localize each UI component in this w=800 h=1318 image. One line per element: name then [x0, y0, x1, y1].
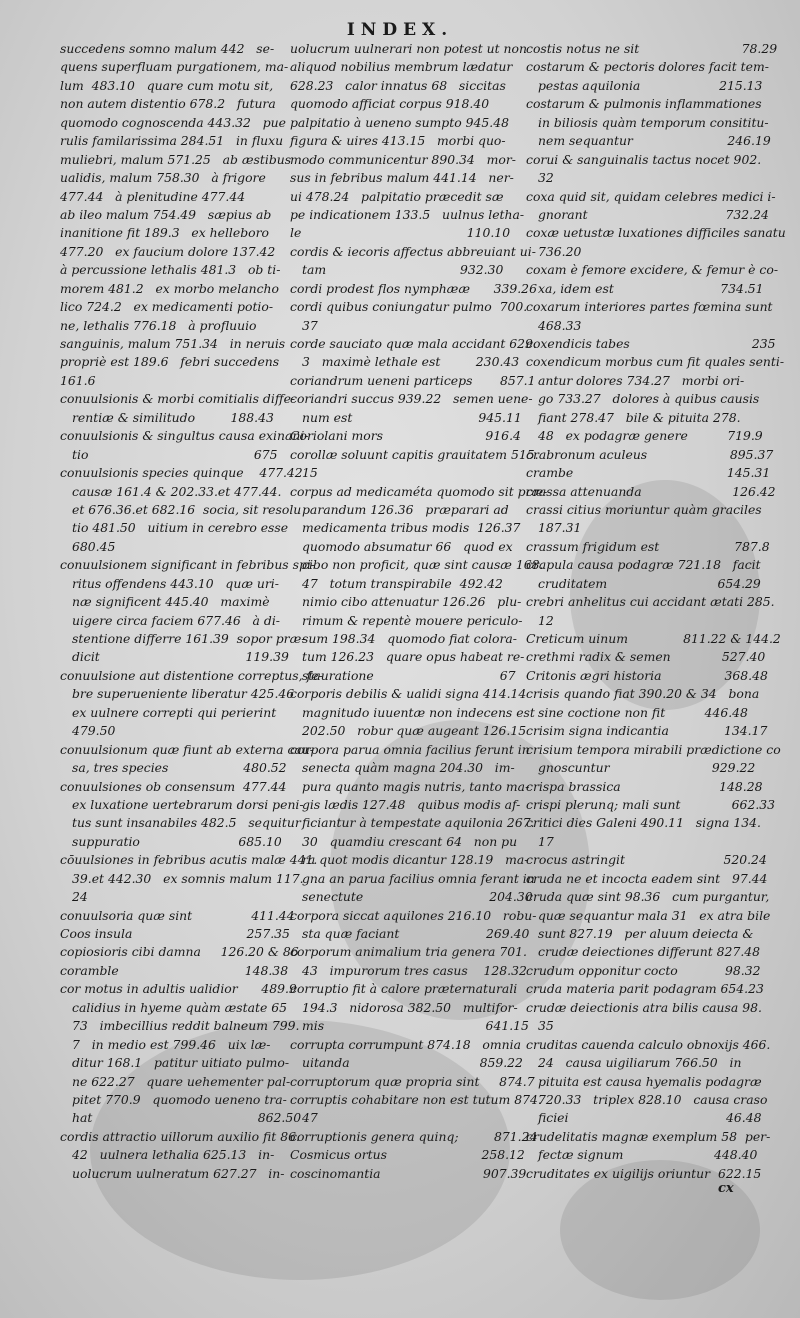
index-line: coxam è femore excidere, & femur è co- — [526, 262, 779, 278]
index-line: corruptis cohabitare non est tutum 874. — [290, 1091, 542, 1107]
index-line: quomodo cognoscenda 443.32 pue — [60, 114, 286, 130]
index-line: cordis & iecoris affectus abbreuiant ui- — [290, 243, 536, 259]
index-line: pestas aquilonia 215.13 — [538, 77, 763, 93]
index-line: sus in febribus malum 441.14 ner- — [290, 170, 514, 186]
index-line: crudæ deiectionis atra bilis causa 98. — [526, 999, 762, 1015]
index-line: sine coctione non fit 446.48 — [538, 704, 748, 720]
index-line: nem sequantur 246.19 — [538, 133, 771, 149]
index-line: sa, tres species 480.52 — [72, 760, 287, 776]
index-line: crebri anhelitus cui accidant ætati 285. — [526, 594, 775, 610]
index-line: nimio cibo attenuatur 126.26 plu- — [302, 594, 522, 610]
index-line: 37 — [302, 317, 318, 333]
catchword: cx — [718, 1181, 734, 1196]
index-line: crambe 145.31 — [526, 465, 771, 481]
index-line: gnoscuntur 929.22 — [538, 760, 756, 776]
index-line: 477.44 à plenitudine 477.44 — [60, 188, 246, 204]
index-line: corruptionis genera quinq; 871.24 — [290, 1128, 538, 1144]
index-line: 202.50 robur quæ augeant 126.15 — [302, 723, 527, 739]
index-line: ficiei 46.48 — [538, 1110, 762, 1126]
index-line: cōuulsiones in febribus acutis malæ 441. — [60, 852, 318, 868]
index-line: Coos insula 257.35 — [60, 926, 290, 941]
index-line: quens superfluam purgationem, ma- — [60, 59, 289, 75]
index-line: crapula causa podagræ 721.18 facit — [526, 557, 761, 573]
index-line: 32 — [538, 170, 554, 186]
index-line: 17 — [538, 833, 554, 849]
index-line: crassi citius moriuntur quàm graciles — [526, 501, 762, 517]
index-line: 628.23 calor innatus 68 siccitas — [290, 77, 506, 93]
index-line: senectute 204.30 — [302, 889, 533, 905]
index-line: succedens somno malum 442 se- — [60, 41, 275, 56]
index-line: crethmi radix & semen 527.40 — [526, 649, 766, 665]
index-line: cordi quibus coniungatur pulmo 700. — [290, 299, 528, 315]
index-line: tio 675 — [72, 446, 278, 462]
index-line: causæ 161.4 & 202.33.et 477.44. — [72, 483, 282, 499]
index-line: coxarum interiores partes fœmina sunt — [526, 299, 773, 315]
index-line: non autem distentio 678.2 futura — [60, 96, 276, 112]
index-line: conuulsionis & singultus causa exinani- — [60, 428, 309, 444]
index-line: ditur 168.1 patitur uitiato pulmo- — [72, 1055, 290, 1071]
index-line: ex uulnere correpti qui perierint — [72, 704, 277, 720]
index-line: figura & uires 413.15 morbi quo- — [290, 133, 506, 149]
index-line: ualidis, malum 758.30 à frigore — [60, 170, 266, 186]
index-line: lico 724.2 ex medicamenti potio- — [60, 299, 274, 315]
index-line: suppuratio 685.10 — [72, 833, 282, 849]
index-line: næ significent 445.40 maximè — [72, 594, 270, 610]
index-line: inanitione fit 189.3 ex helleboro — [60, 225, 270, 241]
index-line: cruda quæ sint 98.36 cum purgantur, — [526, 889, 770, 905]
index-line: calidius in hyeme quàm æstate 65 — [72, 999, 288, 1015]
index-line: palpitatio à ueneno sumpto 945.48 — [290, 114, 509, 130]
index-line: crisis quando fiat 390.20 & 34 bona — [526, 686, 760, 702]
index-line: pe indicationem 133.5 uulnus letha- — [290, 206, 525, 222]
index-line: morem 481.2 ex morbo melancho — [60, 280, 279, 296]
index-line: coxendicum morbus cum fit quales senti- — [526, 354, 785, 370]
index-line: critici dies Galeni 490.11 signa 134. — [526, 815, 761, 831]
index-line: cor motus in adultis ualidior 489.9 — [60, 981, 297, 997]
index-line: corruptio fit à calore præternaturali — [290, 981, 518, 997]
index-line: costarum & pectoris dolores facit tem- — [526, 59, 769, 75]
index-line: sum 198.34 quomodo fiat colora- — [302, 631, 517, 646]
index-line: gis lædis 127.48 quibus modis af- — [302, 796, 521, 812]
index-line: crudæ deiectiones differunt 827.48 — [538, 944, 761, 960]
index-line: uitanda 859.22 — [302, 1055, 523, 1071]
index-line: mis 641.15 — [302, 1018, 529, 1034]
index-line: 7 in medio est 799.46 uix læ- — [72, 1036, 271, 1052]
index-line: in biliosis quàm temporum consititu- — [538, 114, 769, 130]
index-line: costarum & pulmonis inflammationes — [526, 96, 762, 112]
index-line: aliquod nobilius membrum lædatur — [290, 59, 513, 75]
index-line: ab ileo malum 754.49 sæpius ab — [60, 206, 272, 222]
index-line: Coriolani mors 916.4 — [290, 428, 521, 444]
index-line: conuulsionum quæ fiunt ab externa cau- — [60, 741, 314, 757]
index-line: 24 — [72, 889, 88, 905]
index-line: crisim signa indicantia 134.17 — [526, 723, 768, 739]
index-line: tio 481.50 uitium in cerebro esse — [72, 520, 289, 536]
index-line: 468.33 — [538, 317, 582, 333]
index-line: corruptorum quæ propria sint 874.7 — [290, 1073, 535, 1089]
index-line: crisium tempora mirabili prædictione co — [526, 741, 781, 757]
index-line: uolucrum uulneratum 627.27 in- — [72, 1165, 285, 1181]
index-line: stauratione 67 — [302, 667, 516, 683]
index-line: coramble 148.38 — [60, 962, 289, 978]
index-line: rentiæ & similitudo 188.43 — [72, 409, 274, 425]
index-line: ficiantur à tempestate aquilonia 267. — [302, 815, 535, 831]
index-line: 35 — [538, 1018, 554, 1034]
index-line: coxa quid sit, quidam celebres medici i- — [526, 188, 776, 204]
index-line: lum 483.10 quare cum motu sit, — [60, 77, 274, 93]
index-line: tum 126.23 quare opus habeat re- — [302, 649, 525, 665]
index-line: 680.45 — [72, 538, 116, 554]
index-line: gnorant 732.24 — [538, 206, 769, 222]
index-line: copiosioris cibi damna 126.20 & 86 — [60, 944, 299, 960]
index-line: quomodo afficiat corpus 918.40 — [290, 96, 490, 112]
index-line: stentione differre 161.39 sopor præ- — [72, 631, 306, 646]
index-line: 39.et 442.30 ex somnis malum 117. — [72, 870, 304, 886]
index-line: crudum opponitur cocto 98.32 — [526, 962, 761, 978]
index-line: le 110.10 — [290, 225, 511, 241]
index-line: medicamenta tribus modis 126.37 — [302, 520, 521, 536]
index-line: à percussione lethalis 481.3 ob ti- — [60, 262, 281, 278]
index-line: conuulsiones ob consensum 477.44 — [60, 778, 287, 794]
index-line: conuulsione aut distentione correptus, fe- — [60, 667, 323, 683]
index-column-right — [526, 40, 786, 1183]
index-line: cibo non proficit, quæ sint causæ 168. — [302, 557, 544, 573]
index-line: 15 — [302, 465, 318, 481]
index-line: rulis familarissima 284.51 in fluxu — [60, 133, 284, 149]
index-line: 3 maximè lethale est 230.43 — [302, 354, 520, 370]
index-line: crabronum aculeus 895.37 — [526, 446, 774, 462]
index-line: crocus astringit 520.24 — [526, 852, 767, 868]
index-line: antur dolores 734.27 morbi ori- — [538, 372, 745, 388]
index-line: corui & sanguinalis tactus nocet 902. — [526, 151, 762, 167]
index-line: Critonis ægri historia 368.48 — [526, 667, 768, 683]
index-line: gna an parua facilius omnia ferant in — [302, 870, 535, 886]
index-line: uolucrum uulnerari non potest ut non — [290, 41, 527, 56]
index-line: tam 932.30 — [302, 262, 504, 278]
index-line: propriè est 189.6 febri succedens — [60, 354, 280, 370]
index-line: 736.20 — [538, 243, 582, 259]
index-line: corporis debilis & ualidi signa 414.14 — [290, 686, 527, 702]
index-line: cruditatem 654.29 — [538, 575, 761, 591]
index-line: 187.31 — [538, 520, 582, 536]
index-line: coxendicis tabes 235 — [526, 336, 776, 351]
index-line: Creticum uinum 811.22 & 144.2 — [526, 631, 781, 646]
index-line: coscinomantia 907.39 — [290, 1165, 527, 1181]
index-line: conuulsionis & morbi comitialis diffe- — [60, 391, 296, 407]
index-line: sta quæ faciant 269.40 — [302, 926, 530, 941]
index-line: corpus ad medicaméta quomodo sit præ- — [290, 483, 548, 499]
index-line: 48 ex podagræ genere 719.9 — [538, 428, 763, 444]
index-line: crassa attenuanda 126.42 — [526, 483, 776, 499]
index-line: 479.50 — [72, 723, 116, 739]
index-line: cordis attractio uillorum auxilio fit 86. — [60, 1128, 300, 1144]
index-line: go 733.27 dolores à quibus causis — [538, 391, 760, 407]
index-line: corpora siccat aquilones 216.10 robu- — [290, 907, 537, 923]
index-line: dicit 119.39 — [72, 649, 289, 665]
index-line: 42 uulnera lethalia 625.13 in- — [72, 1147, 275, 1163]
index-line: fectæ signum 448.40 — [538, 1147, 758, 1163]
index-line: parandum 126.36 præparari ad — [302, 501, 509, 517]
index-line: corporum animalium tria genera 701. — [290, 944, 527, 960]
index-column-left — [60, 40, 323, 1183]
index-line: coxæ uetustæ luxationes difficiles sanatu — [526, 225, 786, 241]
index-line: corde sauciato quæ mala accidant 629. — [290, 336, 537, 351]
index-line: crispa brassica 148.28 — [526, 778, 763, 794]
index-line: pitet 770.9 quomodo ueneno tra- — [72, 1091, 287, 1107]
index-line: cruditas cauenda calculo obnoxijs 466. — [526, 1036, 771, 1052]
index-line: conuulsionem significant in febribus spi- — [60, 557, 316, 573]
index-line: ne, lethalis 776.18 à profluuio — [60, 317, 257, 333]
index-line: hat 862.50 — [72, 1110, 302, 1126]
index-line: crudelitatis magnæ exemplum 58 per- — [526, 1128, 771, 1144]
index-line: quæ sequantur mala 31 ex atra bile — [538, 907, 771, 923]
index-line: conuulsionis species quinque 477.42 — [60, 465, 303, 481]
index-line: cruda ne et incocta eadem sint 97.44 — [526, 870, 768, 886]
index-line: Cosmicus ortus 258.12 — [290, 1147, 525, 1163]
index-line: et 676.36.et 682.16 socia, sit resolu — [72, 501, 302, 517]
index-line: tus sunt insanabiles 482.5 sequitur — [72, 815, 301, 831]
index-line: ex luxatione uertebrarum dorsi peni- — [72, 796, 304, 812]
index-line: sunt 827.19 per aluum deiecta & — [538, 926, 754, 941]
index-line: 24 causa uigiliarum 766.50 in — [538, 1055, 742, 1071]
index-line: senecta quàm magna 204.30 im- — [302, 760, 515, 776]
index-line: ui 478.24 palpitatio præcedit sæ — [290, 188, 504, 204]
index-line: 161.6 — [60, 372, 96, 388]
index-line: crassum frigidum est 787.8 — [526, 538, 770, 554]
index-line: pituita est causa hyemalis podagræ — [538, 1073, 762, 1089]
index-line: costis notus ne sit 78.29 — [526, 41, 778, 56]
index-line: xa, idem est 734.51 — [538, 280, 764, 296]
index-line: num est 945.11 — [302, 409, 522, 425]
index-line: rimum & repentè mouere periculo- — [302, 612, 523, 628]
index-line: muliebri, malum 571.25 ab æstibus — [60, 151, 292, 167]
index-line: ritus offendens 443.10 quæ uri- — [72, 575, 279, 591]
index-line: uigere circa faciem 677.46 à di- — [72, 612, 280, 628]
index-line: bre superueniente liberatur 425.46 — [72, 686, 295, 702]
index-line: 12 — [538, 612, 554, 628]
index-line: cordi prodest flos nymphææ 339.26 — [290, 280, 537, 296]
index-line: conuulsoria quæ sint 411.44 — [60, 907, 295, 923]
index-line: cruda materia parit podagram 654.23 — [526, 981, 764, 997]
index-line: ne 622.27 quare uehementer pal- — [72, 1073, 291, 1089]
index-line: ra quot modis dicantur 128.19 ma- — [302, 852, 529, 868]
index-line: fiant 278.47 bile & pituita 278. — [538, 409, 741, 425]
index-line: corrupta corrumpunt 874.18 omnia — [290, 1036, 521, 1052]
index-line: pura quanto magis nutris, tanto ma- — [302, 778, 530, 794]
index-line: corpora parua omnia facilius ferunt in — [290, 741, 530, 757]
index-line: corollæ soluunt capitis grauitatem 515. — [290, 446, 539, 462]
index-line: magnitudo iuuentæ non indecens est — [302, 704, 535, 720]
page-header: INDEX. — [346, 20, 454, 40]
index-line: 43 impurorum tres casus 128.32 — [302, 962, 527, 978]
index-line: 73 imbecillius reddit balneum 799. — [72, 1018, 300, 1034]
index-line: crispi plerunq; mali sunt 662.33 — [526, 796, 776, 812]
index-line: sanguinis, malum 751.34 in neruis — [60, 336, 286, 351]
index-line: coriandri succus 939.22 semen uene- — [290, 391, 533, 407]
index-line: 30 quamdiu crescant 64 non pu — [302, 833, 518, 849]
index-line: 47 — [302, 1110, 318, 1126]
index-line: 477.20 ex faucium dolore 137.42 — [60, 243, 276, 259]
index-line: 194.3 nidorosa 382.50 multifor- — [302, 999, 518, 1015]
index-line: cruditates ex uigilijs oriuntur 622.15 — [526, 1165, 762, 1181]
index-line: modo communicentur 890.34 mor- — [290, 151, 516, 167]
index-line: 720.33 triplex 828.10 causa craso — [538, 1091, 768, 1107]
index-line: 47 totum transpirabile 492.42 — [302, 575, 503, 591]
index-line: coriandrum ueneni particeps 857.1 — [290, 372, 536, 388]
index-line: quomodo absumatur 66 quod ex — [302, 538, 513, 554]
